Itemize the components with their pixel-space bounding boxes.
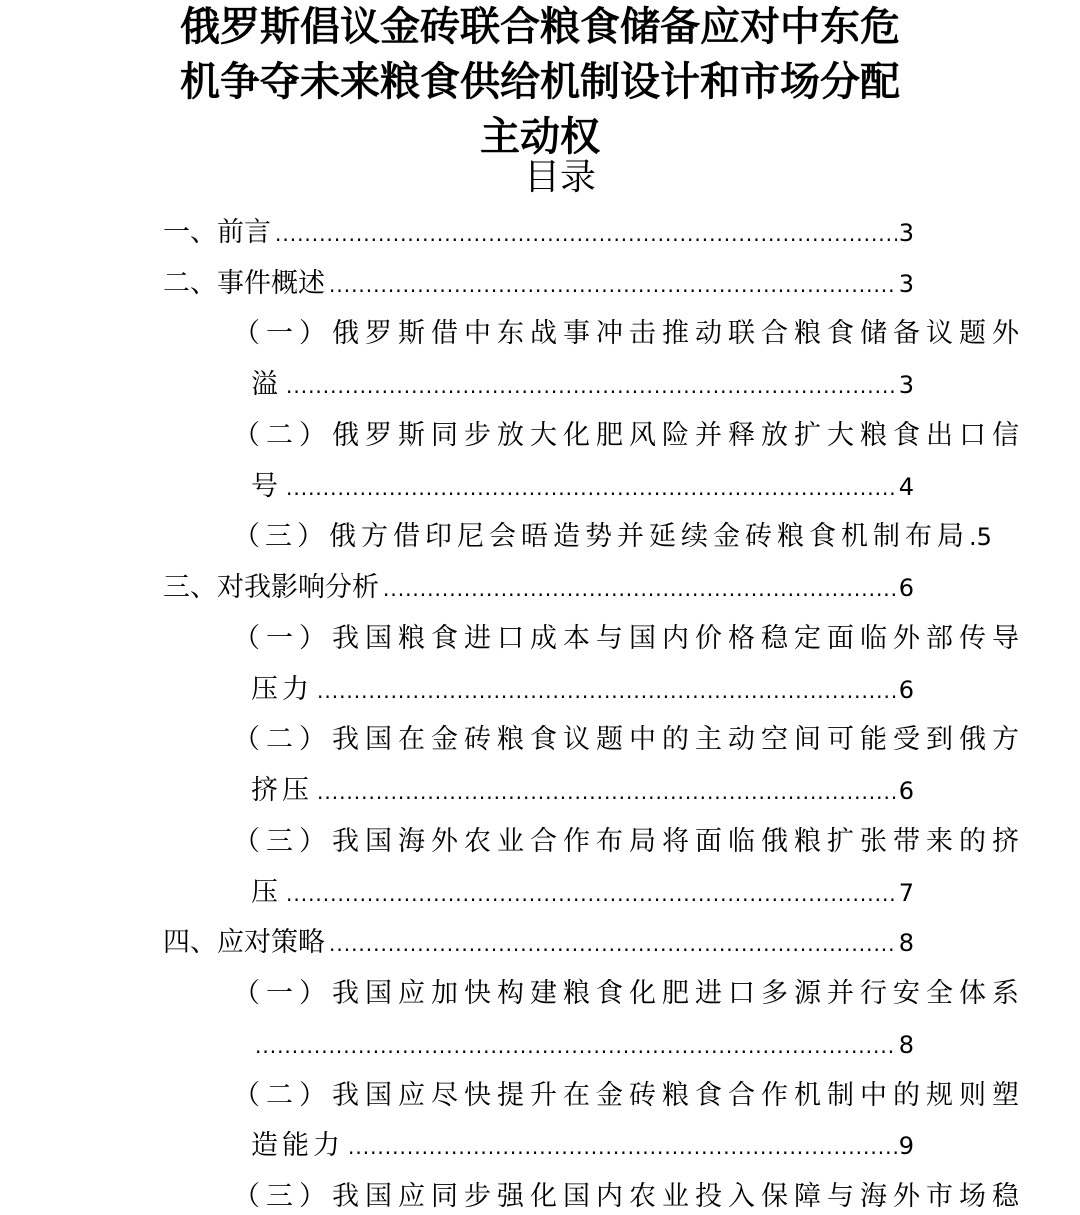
toc-entry-label: 四、应对策略 bbox=[163, 927, 325, 958]
toc-leader-dots bbox=[348, 1134, 897, 1160]
toc-entry-label: （二）我国在金砖粮食议题中的主动空间可能受到俄方 bbox=[233, 724, 1025, 755]
toc-entry-impact-1-cont[interactable] bbox=[251, 673, 914, 707]
toc-entry-label: 二、事件概述 bbox=[163, 268, 325, 299]
toc-entry-label-cont: 造能力 bbox=[251, 1130, 344, 1161]
toc-entry-overview[interactable] bbox=[163, 267, 914, 301]
toc-entry-overview-2-cont[interactable] bbox=[251, 470, 914, 504]
toc-entry-impact[interactable] bbox=[163, 571, 914, 605]
toc-entry-overview-3[interactable] bbox=[233, 520, 992, 554]
toc-entry-label-cont: 号 bbox=[251, 471, 282, 502]
toc-entry-strategy[interactable] bbox=[163, 926, 914, 960]
toc-entry-label-cont: 压力 bbox=[251, 674, 313, 705]
toc-entry-label-cont: 挤压 bbox=[251, 775, 313, 806]
toc-entry-label: （三）我国应同步强化国内农业投入保障与海外市场稳 bbox=[233, 1181, 1025, 1212]
toc-leader-dots bbox=[329, 931, 897, 957]
toc-leader-dots bbox=[383, 576, 897, 602]
toc-entry-impact-3[interactable] bbox=[233, 825, 1025, 859]
toc-leader-dots bbox=[286, 881, 897, 907]
toc-page-number: 7 bbox=[898, 879, 914, 907]
toc-leader-dots bbox=[286, 475, 897, 501]
toc-entry-label: （一）我国应加快构建粮食化肥进口多源并行安全体系 bbox=[233, 978, 1025, 1009]
toc-leader-dots bbox=[275, 221, 897, 247]
toc-entry-impact-3-cont[interactable] bbox=[251, 876, 914, 910]
toc-heading: 目录 bbox=[523, 157, 596, 198]
toc-entry-label: （二）我国应尽快提升在金砖粮食合作机制中的规则塑 bbox=[233, 1080, 1025, 1111]
toc-entry-label-cont: 溢 bbox=[251, 369, 282, 400]
toc-page-number: 8 bbox=[898, 1031, 914, 1059]
toc-entry-label: 一、前言 bbox=[163, 217, 271, 248]
toc-entry-strategy-2-cont[interactable] bbox=[251, 1129, 914, 1163]
toc-page-number: .5 bbox=[969, 523, 992, 551]
toc-entry-impact-1[interactable] bbox=[233, 622, 1025, 656]
toc-leader-dots bbox=[255, 1033, 897, 1059]
toc-entry-strategy-1[interactable] bbox=[233, 977, 1025, 1011]
toc-page-number: 6 bbox=[898, 574, 914, 602]
toc-entry-overview-1[interactable] bbox=[233, 317, 1025, 351]
toc-page-number: 4 bbox=[898, 473, 914, 501]
title-line-3: 主动权 bbox=[480, 114, 600, 160]
toc-entry-impact-2-cont[interactable] bbox=[251, 774, 914, 808]
toc-page-number: 3 bbox=[898, 371, 914, 399]
toc-entry-label: 三、对我影响分析 bbox=[163, 572, 379, 603]
toc-page-number: 6 bbox=[898, 777, 914, 805]
toc-entry-label: （二）俄罗斯同步放大化肥风险并释放扩大粮食出口信 bbox=[233, 420, 1025, 451]
toc-page-number: 6 bbox=[898, 676, 914, 704]
toc-entry-preface[interactable] bbox=[163, 216, 914, 250]
toc-entry-label: （一）俄罗斯借中东战事冲击推动联合粮食储备议题外 bbox=[233, 318, 1025, 349]
toc-leader-dots bbox=[286, 373, 897, 399]
toc-entry-overview-1-cont[interactable] bbox=[251, 368, 914, 402]
toc-entry-strategy-3[interactable] bbox=[233, 1180, 1025, 1214]
toc-page-number: 9 bbox=[898, 1132, 914, 1160]
toc-entry-impact-2[interactable] bbox=[233, 723, 1025, 757]
toc-entry-label: （一）我国粮食进口成本与国内价格稳定面临外部传导 bbox=[233, 623, 1025, 654]
toc-page-number: 3 bbox=[898, 219, 914, 247]
title-line-2: 机争夺未来粮食供给机制设计和市场分配 bbox=[180, 59, 900, 105]
toc-entry-overview-2[interactable] bbox=[233, 419, 1025, 453]
toc-leader-dots bbox=[329, 272, 897, 298]
document-title bbox=[170, 0, 910, 165]
title-line-1: 俄罗斯倡议金砖联合粮食储备应对中东危 bbox=[180, 4, 900, 50]
toc-entry-label: （三）俄方借印尼会晤造势并延续金砖粮食机制布局 bbox=[233, 521, 969, 552]
toc-page-number: 8 bbox=[898, 929, 914, 957]
toc-entry-label-cont: 压 bbox=[251, 877, 282, 908]
toc-page-number: 3 bbox=[898, 270, 914, 298]
toc-leader-dots bbox=[317, 678, 897, 704]
toc-entry-label: （三）我国海外农业合作布局将面临俄粮扩张带来的挤 bbox=[233, 826, 1025, 857]
toc-leader-dots bbox=[317, 779, 897, 805]
toc-entry-strategy-1-cont[interactable] bbox=[251, 1028, 914, 1062]
toc-entry-strategy-2[interactable] bbox=[233, 1079, 1025, 1113]
